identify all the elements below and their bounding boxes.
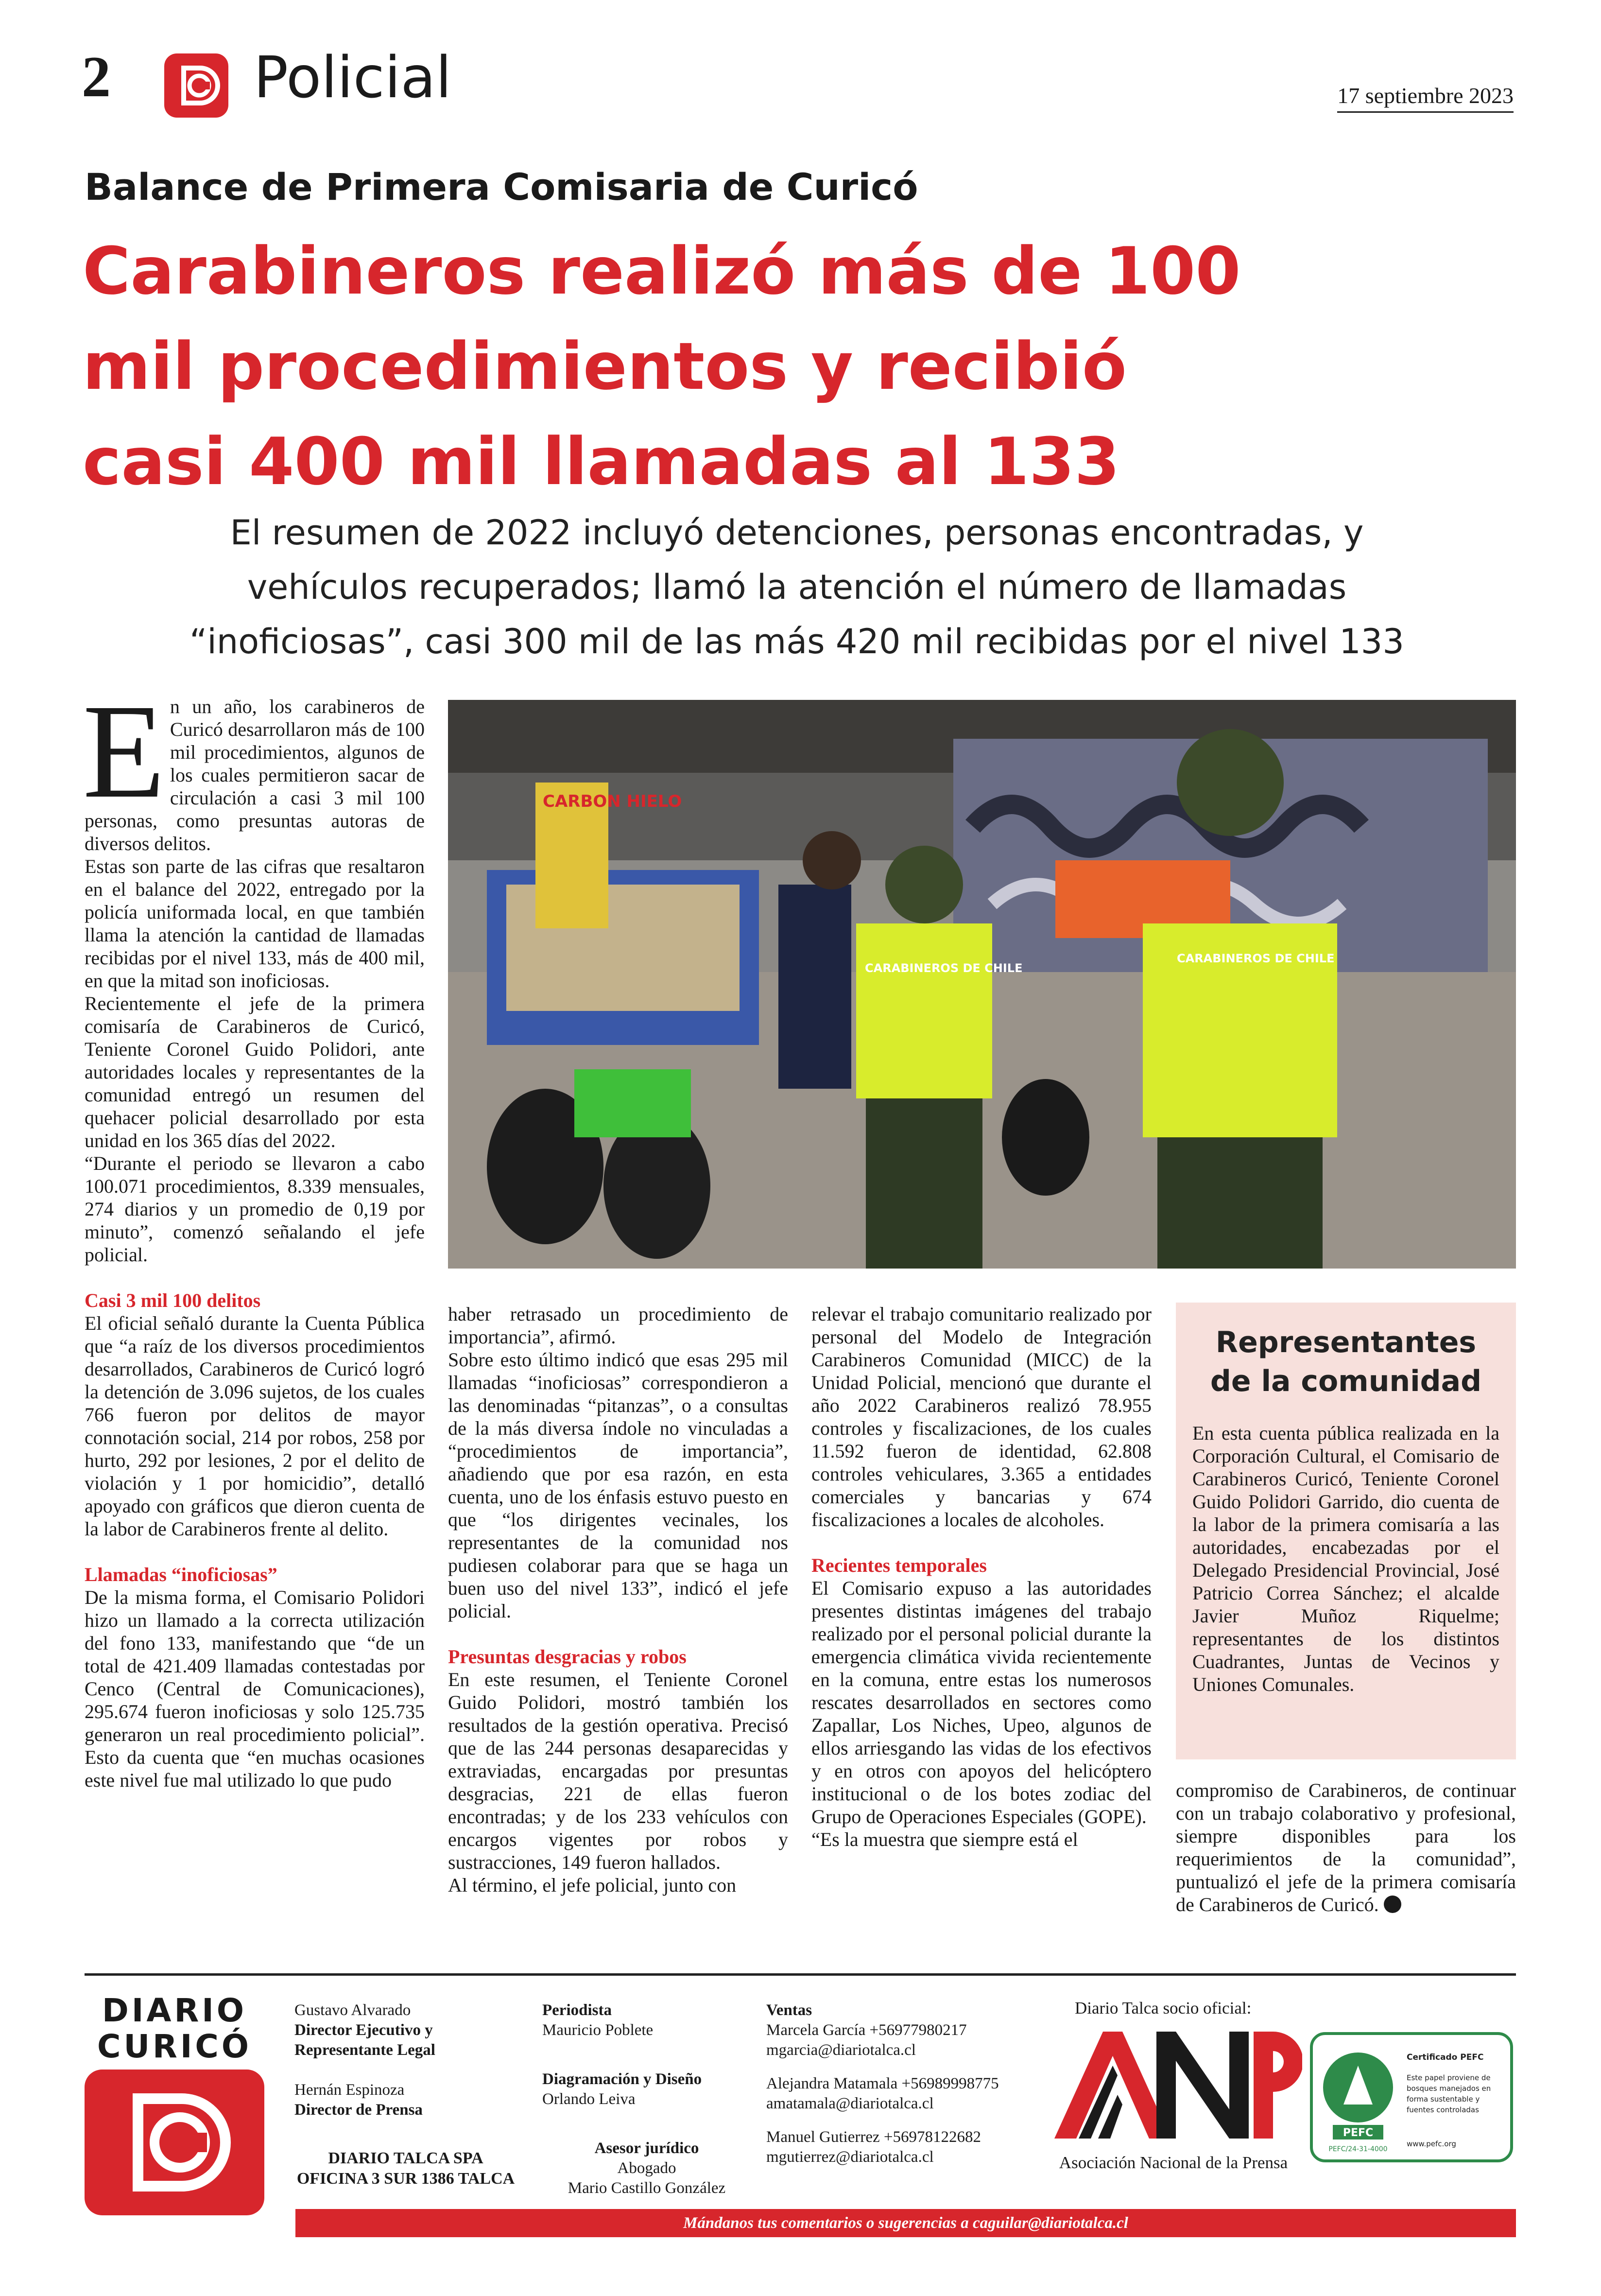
staff-name: Orlando Leiva — [542, 2090, 636, 2108]
brand-logo-icon — [85, 2070, 264, 2215]
svg-text:www.pefc.org — [1407, 2139, 1456, 2148]
sidebar-title-line: de la comunidad — [1210, 1364, 1482, 1398]
company-line: OFICINA 3 SUR 1386 TALCA — [296, 2170, 515, 2188]
staff-name: Gustavo Alvarado — [294, 2001, 411, 2019]
subhead-line: El resumen de 2022 incluyó detenciones, personas encontradas, y — [230, 513, 1364, 553]
section-name: Policial — [254, 44, 452, 111]
vest-label-text: CARABINEROS DE CHILE — [1177, 952, 1335, 965]
article-column-1 — [83, 677, 425, 1792]
staff-role: Diagramación y Diseño — [542, 2070, 702, 2088]
shop-sign-text: CARBON HIELO — [543, 792, 682, 811]
drop-cap: E — [83, 677, 165, 826]
article-subhead — [97, 505, 1497, 669]
brand-name — [85, 1993, 264, 2065]
svg-text:Certificado PEFC — [1407, 2052, 1483, 2062]
company-line: DIARIO TALCA SPA — [328, 2149, 483, 2167]
vest-label-text: CARABINEROS DE CHILE — [865, 961, 1023, 975]
svg-text:CARABINEROS DE CHILE — [865, 961, 1022, 975]
pefc-title: Certificado PEFC — [1407, 2052, 1484, 2062]
article-kicker: Balance de Primera Comisaria de Curicó — [85, 165, 918, 209]
article-column-3 — [811, 1303, 1152, 1851]
diario-logo-icon — [164, 53, 228, 118]
footer-divider — [85, 1973, 1516, 1976]
article-lead: n un año, los carabineros de Curicó desarrollaron más de 100 mil procedimientos, algunos de los cuales permitieron sacar de circulación a casi 3 mil 100 personas, como presuntas autoras de diversos delitos. — [85, 696, 425, 854]
pefc-mark: PEFC — [1343, 2127, 1374, 2139]
staff-block-1 — [294, 2000, 499, 2120]
article-paragraph: Recientemente el jefe de la primera comisaría de Carabineros de Curicó, Teniente Coronel Guido Polidori, ante autoridades locales y representantes de la comunidad entregó un resumen del quehacer policial desarrollado por esta unidad en los 365 días del 2022. — [85, 992, 425, 1151]
article-headline — [83, 224, 1492, 509]
article-paragraph: haber retrasado un procedimiento de importancia”, afirmó. — [448, 1303, 788, 1348]
article-paragraph: En este resumen, el Teniente Coronel Guido Polidori, mostró también los resultados de la gestión operativa. Precisó que de las 244 personas desaparecidas y extraviadas, encargadas por presuntas desgracias, 221 de ellas fueron encontradas; y de los 233 vehículos con encargos vigentes por robos y sustracciones, 149 fueron hallados. — [448, 1669, 788, 1873]
pefc-text: Este papel proviene de — [1407, 2073, 1491, 2082]
page-number: 2 — [82, 44, 111, 109]
pefc-text: bosques manejados en — [1407, 2084, 1491, 2093]
article-paragraph: compromiso de Carabineros, de continuar con un trabajo colaborativo y profesional, siempre disponibles para los requerimientos de la comunidad”, puntualizó el jefe de la primera comisaría de Carabineros de Curicó. — [1176, 1779, 1516, 1915]
svg-text:PEFC/24-31-4000 — [1328, 2145, 1387, 2153]
staff-role: Periodista — [542, 2001, 612, 2019]
staff-name: Mario Castillo González — [568, 2179, 726, 2197]
pefc-certificate-icon — [1309, 2032, 1514, 2163]
article-paragraph: Al término, el jefe policial, junto con — [448, 1874, 737, 1896]
end-mark-icon — [1384, 1896, 1401, 1913]
pefc-text: forma sustentable y — [1407, 2095, 1480, 2104]
staff-role: Asesor jurídico — [594, 2139, 699, 2157]
section-subheading: Llamadas “inoficiosas” — [85, 1564, 277, 1585]
article-paragraph: El Comisario expuso a las autoridades presentes distintas imágenes del trabajo realizado por el personal policial durante la emergencia climática vivida recientemente en la comuna, entre estas los numerosos rescates desarrollados en sectores como Zapallar, Los Niches, Upeo, algunos de ellos arriesgando las vidas de los efectivos y en otros con apoyos del helicóptero institucional o de los botes zodiac del Grupo de Operaciones Especiales (GOPE). — [811, 1577, 1152, 1827]
article-paragraph: El oficial señaló durante la Cuenta Pública que “a raíz de los diversos procedimientos desarrollados, Carabineros de Curicó logró la detención de 3.096 sujetos, de los cuales 766 fueron por delitos de mayor connotación social, 214 por robos, 258 por hurto, 292 por lesiones, 2 por el delito de violación y 1 por homicidio”, detalló apoyado con gráficos que dieron cuenta de la labor de Carabineros frente al delito. — [85, 1312, 425, 1540]
article-paragraph: “Durante el periodo se llevaron a cabo 100.071 procedimientos, 8.339 mensuales, 274 diarios y un promedio de 0,19 por minuto”, comenzó señalando el jefe policial. — [85, 1152, 425, 1266]
staff-role: Director Ejecutivo y — [294, 2021, 433, 2039]
sidebar-box — [1176, 1303, 1516, 1759]
sales-contact: Manuel Gutierrez +56978122682 — [766, 2128, 981, 2146]
sidebar-title — [1176, 1323, 1516, 1401]
sales-block — [766, 2000, 1058, 2167]
article-column-2 — [448, 1303, 788, 1896]
staff-block-2 — [542, 2000, 751, 2198]
staff-name: Abogado — [617, 2159, 676, 2177]
sidebar-body: En esta cuenta pública realizada en la Corporación Cultural, el Comisario de Carabineros Curicó, Teniente Coronel Guido Polidori Garrido, dio cuenta de la labor de la primera comisaría a las autoridades, encabezadas por el Delegado Presidencial Provincial, José Patricio Correa Sánchez; el alcalde Javier Muñoz Riquelme; representantes de los distintos Cuadrantes, Juntas de Vecinos y Uniones Comunales. — [1192, 1422, 1499, 1695]
article-column-4 — [1176, 1779, 1516, 1916]
company-info — [292, 2148, 520, 2189]
anp-name: Asociación Nacional de la Prensa — [1059, 2153, 1288, 2172]
subhead-line: “inoficiosas”, casi 300 mil de las más 420 mil recibidas por el nivel 133 — [189, 622, 1404, 661]
svg-text:CARABINEROS DE CHILE — [1177, 952, 1334, 965]
staff-name: Hernán Espinoza — [294, 2081, 405, 2099]
section-subheading: Recientes temporales — [811, 1554, 987, 1576]
anp-logo-icon — [1045, 2022, 1302, 2148]
headline-line: Carabineros realizó más de 100 — [83, 233, 1241, 309]
staff-role: Ventas — [766, 2001, 812, 2019]
subhead-line: vehículos recuperados; llamó la atención el número de llamadas — [247, 567, 1347, 607]
staff-role: Director de Prensa — [294, 2101, 423, 2119]
sales-contact: Marcela García +56977980217 — [766, 2021, 967, 2039]
pefc-code: PEFC/24-31-4000 — [1328, 2145, 1388, 2153]
sales-email[interactable]: mgutierrez@diariotalca.cl — [766, 2148, 934, 2166]
sales-email[interactable]: mgarcia@diariotalca.cl — [766, 2041, 916, 2059]
staff-role: Representante Legal — [294, 2041, 435, 2059]
brand-name-line: CURICÓ — [97, 2028, 252, 2065]
sales-contact: Alejandra Matamala +56989998775 — [766, 2075, 999, 2092]
section-subheading: Presuntas desgracias y robos — [448, 1646, 687, 1668]
staff-name: Mauricio Poblete — [542, 2021, 654, 2039]
headline-line: casi 400 mil llamadas al 133 — [83, 424, 1120, 500]
issue-date: 17 septiembre 2023 — [1337, 83, 1514, 113]
section-subheading: Casi 3 mil 100 delitos — [85, 1289, 261, 1311]
headline-line: mil procedimientos y recibió — [83, 329, 1127, 404]
pefc-text: fuentes controladas — [1407, 2105, 1479, 2114]
article-photo — [448, 700, 1516, 1269]
article-paragraph: Sobre esto último indicó que esas 295 mil llamadas “inoficiosas” correspondieron a las denominadas “pitanzas”, o a consultas de la más diversa índole no vinculadas a “procedimientos de importancia”, añadiendo que por esa razón, en esta cuenta, uno de los énfasis estuvo puesto en que “los dirigentes vecinales, los representantes de la comunidad nos pudiesen colaborar para que se haga un buen uso del nivel 133”, indicó el jefe policial. — [448, 1349, 788, 1622]
sidebar-title-line: Representantes — [1215, 1325, 1477, 1359]
article-paragraph: De la misma forma, el Comisario Polidori hizo un llamado a la correcta utilización del fono 133, manifestando que “de un total de 421.409 llamadas contestadas por Cenco (Central de Comunicaciones), 295.674 fueron inoficiosas y solo 125.735 generaron un real procedimiento policial”. Esto da cuenta que “en muchas ocasiones este nivel fue mal utilizado lo que pudo — [85, 1586, 425, 1791]
partner-label: Diario Talca socio oficial: — [1075, 1999, 1252, 2018]
article-paragraph: “Es la muestra que siempre está el — [811, 1828, 1078, 1850]
pefc-url: www.pefc.org — [1407, 2139, 1456, 2148]
article-paragraph: relevar el trabajo comunitario realizado por personal del Modelo de Integración Carabineros Comunidad (MICC) de la Unidad Policial, mencionó que durante el año 2022 Carabineros realizó 78.955 controles y fiscalizaciones, de los cuales 11.592 fueron de identidad, 62.808 controles vehiculares, 3.365 a entidades comerciales y bancarias y 674 fiscalizaciones a locales de alcoholes. — [811, 1303, 1152, 1531]
svg-text:CARBON HIELO — [543, 792, 682, 811]
svg-text:PEFC — [1343, 2127, 1373, 2139]
article-paragraph: Estas son parte de las cifras que resaltaron en el balance del 2022, entregado por la policía uniformada local, en que también llama la atención la cantidad de llamadas recibidas por el nivel 133, más de 400 mil, en que la mitad son inoficiosas. — [85, 855, 425, 991]
contact-bar[interactable]: Mándanos tus comentarios o sugerencias a caguilar@diariotalca.cl — [295, 2209, 1516, 2237]
brand-name-line: DIARIO — [102, 1992, 247, 2029]
sales-email[interactable]: amatamala@diariotalca.cl — [766, 2095, 934, 2112]
